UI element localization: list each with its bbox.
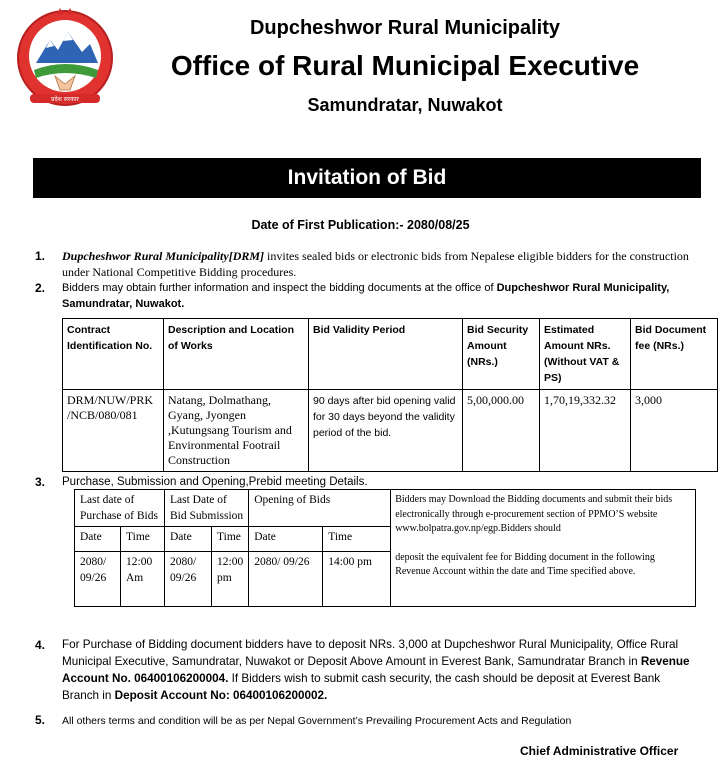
- subheader-time: Time: [323, 527, 391, 552]
- subheader-date: Date: [165, 527, 212, 552]
- publication-date: Date of First Publication:- 2080/08/25: [251, 218, 470, 232]
- schedule-note-b: deposit the equivalent fee for Bidding document in the following Revenue Account within the date and Time specified above.: [395, 551, 655, 577]
- cell-description: Natang, Dolmathang, Gyang, Jyongen ,Kutungsang Tourism and Environmental Footrail Construction: [164, 390, 309, 472]
- item-number: 3.: [35, 475, 46, 489]
- value-purchase-time: 12:00 Am: [121, 552, 165, 607]
- value-opening-time: 14:00 pm: [323, 552, 391, 607]
- subheader-time: Time: [121, 527, 165, 552]
- item-1-body: invites sealed bids or electronic bids from Nepalese eligible bidders for the construction under National Competitive Bidding procedures.: [62, 249, 689, 279]
- cell-fee: 3,000: [631, 390, 718, 472]
- item-4-body-a: For Purchase of Bidding document bidders have to deposit NRs. 3,000 at Dupcheshwor Rural Municipality, Office Rural Municipal Executive, Samundratar, Nuwakot or Deposit Above Amount in Everest Bank, Samundratar Branch in: [62, 638, 679, 668]
- table-header-row: [75, 490, 696, 527]
- value-submission-time: 12:00 pm: [212, 552, 249, 607]
- header-estimated: Estimated Amount NRs. (Without VAT & PS): [540, 319, 631, 390]
- schedule-note-a: Bidders may Download the Bidding documents and submit their bids electronically through e-procurement section of PPMO’S website www.bolpatra.gov.np/egp.Bidders should: [395, 494, 673, 534]
- item-number: 4.: [35, 638, 46, 652]
- header-fee: Bid Document fee (NRs.): [631, 319, 718, 390]
- item-5-text: All others terms and condition will be as per Nepal Government’s Prevailing Procurement Acts and Regulation: [62, 715, 572, 727]
- header-contract: Contract Identification No.: [63, 319, 164, 390]
- table-row: [63, 390, 718, 472]
- item-2-text: [62, 280, 692, 312]
- item-2-bold: Dupcheshwor Rural Municipality, Samundratar, Nuwakot.: [62, 282, 670, 310]
- svg-text:प्रदेश सरकार: प्रदेश सरकार: [51, 96, 79, 103]
- schedule-note: [391, 490, 696, 607]
- item-4-text: [62, 636, 692, 704]
- cell-security: 5,00,000.00: [463, 390, 540, 472]
- schedule-table: [74, 489, 696, 607]
- subheader-date: Date: [75, 527, 121, 552]
- office-title: Office of Rural Municipal Executive: [170, 50, 640, 81]
- group-purchase: Last date of Purchase of Bids: [75, 490, 165, 527]
- item-4-body-b: If Bidders wish to submit cash security, the cash should be deposit at Everest Bank Branch in: [62, 672, 661, 702]
- revenue-account: Revenue Account No. 06400106200004.: [62, 655, 690, 685]
- cell-estimated: 1,70,19,332.32: [540, 390, 631, 472]
- cell-contract: DRM/NUW/PRK /NCB/080/081: [63, 390, 164, 472]
- office-location: Samundratar, Nuwakot: [307, 95, 503, 115]
- item-3-text: Purchase, Submission and Opening,Prebid meeting Details.: [62, 476, 368, 488]
- header-security: Bid Security Amount (NRs.): [463, 319, 540, 390]
- item-1-text: [62, 248, 692, 280]
- municipality-name: Dupcheshwor Rural Municipality: [249, 17, 561, 39]
- header-validity: Bid Validity Period: [309, 319, 463, 390]
- header-description: Description and Location of Works: [164, 319, 309, 390]
- group-submission: Last Date of Bid Submission: [165, 490, 249, 527]
- invitation-banner: Invitation of Bid: [33, 158, 701, 198]
- signoff: Chief Administrative Officer: [520, 744, 679, 758]
- deposit-account: Deposit Account No: 06400106200002.: [114, 689, 328, 702]
- item-number: 2.: [35, 281, 46, 295]
- item-2-body: Bidders may obtain further information and inspect the bidding documents at the office of: [62, 282, 497, 294]
- item-number: 1.: [35, 249, 46, 263]
- bid-table: [62, 318, 718, 472]
- table-header-row: [63, 319, 718, 390]
- cell-validity: 90 days after bid opening valid for 30 days beyond the validity period of the bid.: [309, 390, 463, 472]
- value-purchase-date: 2080/ 09/26: [75, 552, 121, 607]
- value-opening-date: 2080/ 09/26: [249, 552, 323, 607]
- nepal-government-emblem-icon: [10, 8, 120, 110]
- group-opening: Opening of Bids: [249, 490, 391, 527]
- subheader-date: Date: [249, 527, 323, 552]
- item-1-lead: Dupcheshwor Rural Municipality[DRM]: [62, 249, 265, 263]
- value-submission-date: 2080/ 09/26: [165, 552, 212, 607]
- item-number: 5.: [35, 713, 46, 727]
- subheader-time: Time: [212, 527, 249, 552]
